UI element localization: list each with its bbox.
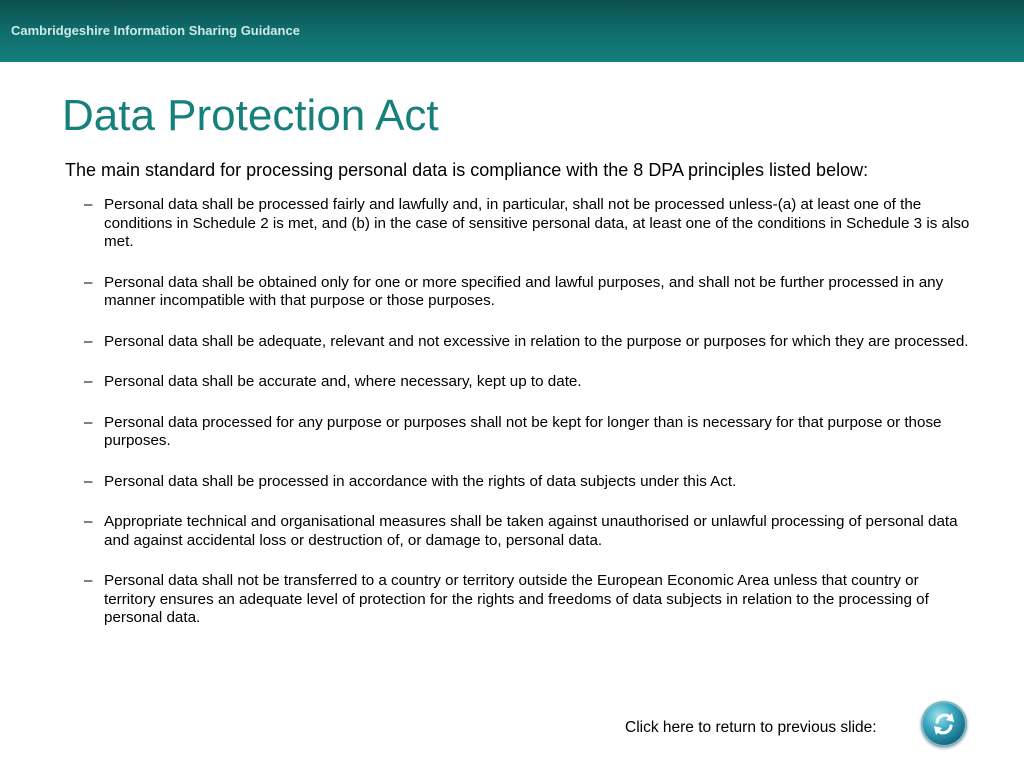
principle-text: Personal data shall be processed in accordance with the rights of data subjects under this Act. xyxy=(104,472,737,490)
return-button[interactable] xyxy=(921,701,967,747)
dash-bullet: – xyxy=(84,413,93,431)
principle-item xyxy=(84,373,974,392)
principle-text: Personal data shall be obtained only for one or more specified and lawful purposes, and shall not be further processed in any manner incompatible with that purpose or those purposes. xyxy=(104,273,944,309)
principle-text: Personal data shall be accurate and, where necessary, kept up to date. xyxy=(104,373,582,390)
slide-title: Data Protection Act xyxy=(62,91,439,140)
principle-item xyxy=(84,414,974,451)
header-bar xyxy=(0,0,1024,62)
return-label: Click here to return to previous slide: xyxy=(625,719,877,736)
dash-bullet: – xyxy=(84,472,93,490)
principle-text: Appropriate technical and organisational measures shall be taken against unauthorised or unlawful processing of personal data and against accidental loss or destruction of, or damage to, personal data. xyxy=(104,513,958,549)
organization-name: Cambridgeshire Information Sharing Guidance xyxy=(11,23,300,38)
principle-text: Personal data processed for any purpose or purposes shall not be kept for longer than is necessary for that purpose or those purposes. xyxy=(104,413,942,449)
principle-item xyxy=(84,196,974,252)
principles-list xyxy=(84,196,974,650)
principle-text: Personal data shall be adequate, relevant and not excessive in relation to the purpose or purposes for which they are processed. xyxy=(104,332,969,350)
principle-item xyxy=(84,473,974,492)
principle-text: Personal data shall be processed fairly and lawfully and, in particular, shall not be processed unless-(a) at least one of the conditions in Schedule 2 is met, and (b) in the case of sensitive personal data, at least one of the conditions in Schedule 3 is also met. xyxy=(104,196,970,250)
dash-bullet: – xyxy=(84,273,93,291)
dash-bullet: – xyxy=(84,332,93,350)
principle-item xyxy=(84,274,974,311)
principle-item xyxy=(84,572,974,628)
dash-bullet: – xyxy=(84,513,93,530)
intro-text: The main standard for processing personal data is compliance with the 8 DPA principles listed below: xyxy=(65,160,869,180)
return-arrows-icon xyxy=(928,708,960,740)
dash-bullet: – xyxy=(84,196,93,213)
dash-bullet: – xyxy=(84,572,93,589)
principle-item xyxy=(84,513,974,550)
principle-item xyxy=(84,333,974,352)
dash-bullet: – xyxy=(84,373,93,390)
principle-text: Personal data shall not be transferred to a country or territory outside the European Economic Area unless that country or territory ensures an adequate level of protection for the rights and freedoms of data subjects in relation to the processing of personal data. xyxy=(104,572,929,626)
